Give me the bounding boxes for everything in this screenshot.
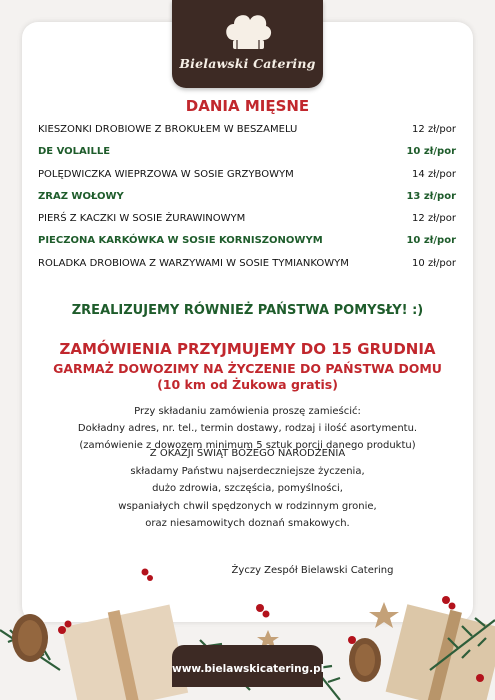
wishes-line: dużo zdrowia, szczęścia, pomyślności, (152, 483, 343, 494)
gift-box-icon (62, 605, 188, 700)
free-delivery-range: (10 km od Żukowa gratis) (157, 377, 338, 392)
instruction-line: Dokładny adres, nr. tel., termin dostawy, rodzaj i ilość asortymentu. (77, 423, 418, 434)
menu-item-name: DE VOLAILLE (38, 146, 111, 158)
star-icon (257, 602, 399, 648)
website-badge (172, 645, 323, 687)
menu-item-price: 10 zł/por (412, 257, 456, 269)
chef-hat-icon (222, 10, 274, 54)
instruction-line: (zamówienie z dowozem minimum 5 sztuk porcji danego produktu) (79, 440, 416, 451)
menu-item-price: 12 zł/por (412, 124, 456, 135)
menu-item-name: PIECZONA KARKÓWKA W SOSIE KORNISZONOWYM (38, 235, 323, 247)
holiday-wishes (0, 445, 495, 533)
menu-item (36, 253, 458, 275)
menu-item (36, 230, 458, 252)
wishes-line: składamy Państwu najserdeczniejsze życzenia, (130, 465, 365, 477)
wishes-line: oraz niesamowitych doznań smakowych. (145, 518, 350, 529)
website-link[interactable]: www.bielawskicatering.pl (172, 663, 325, 675)
menu-item-price: 12 zł/por (412, 213, 456, 225)
menu-item-price: 14 zł/por (412, 168, 456, 180)
menu-item-name: ZRAZ WOŁOWY (38, 190, 124, 202)
delivery-info (0, 361, 495, 393)
menu-item-name: KIESZONKI DROBIOWE Z BROKUŁEM W BESZAMELU (38, 124, 298, 135)
menu-item (36, 164, 458, 186)
menu-item (36, 119, 458, 141)
wishes-line: Z OKAZJI ŚWIĄT BOŻEGO NARODZENIA (149, 448, 346, 459)
signature: Życzy Zespół Bielawski Catering (231, 565, 394, 576)
pine-cone-icon (12, 614, 48, 662)
gift-box-icon (386, 604, 495, 700)
section-title: DANIA MIĘSNE (185, 97, 310, 115)
delivery-line: GARMAŻ DOWOZIMY NA ŻYCZENIE DO PAŃSTWA DOMU (53, 361, 442, 376)
pine-cone-icon (349, 638, 381, 682)
menu-item-name: ROLADKA DROBIOWA Z WARZYWAMI W SOSIE TYMIANKOWYM (38, 257, 349, 269)
menu-item (36, 186, 458, 208)
ideas-banner: ZREALIZUJEMY RÓWNIEŻ PAŃSTWA POMYSŁY! :) (71, 303, 424, 318)
order-deadline: ZAMÓWIENIA PRZYJMUJEMY DO 15 GRUDNIA (59, 340, 436, 358)
logo-badge (172, 0, 323, 88)
menu-list (36, 119, 458, 275)
menu-item-name: POLĘDWICZKA WIEPRZOWA W SOSIE GRZYBOWYM (38, 168, 294, 180)
menu-item-price: 10 zł/por (406, 146, 456, 158)
menu-item (36, 208, 458, 230)
menu-item-price: 13 zł/por (406, 190, 456, 202)
menu-item-name: PIERŚ Z KACZKI W SOSIE ŻURAWINOWYM (38, 213, 246, 225)
menu-item (36, 141, 458, 163)
instruction-line: Przy składaniu zamówienia proszę zamieścić: (134, 406, 361, 417)
wishes-line: wspaniałych chwil spędzonych w rodzinnym gronie, (118, 500, 377, 512)
brand-name: Bielawski Catering (179, 56, 316, 71)
menu-item-price: 10 zł/por (406, 235, 456, 247)
